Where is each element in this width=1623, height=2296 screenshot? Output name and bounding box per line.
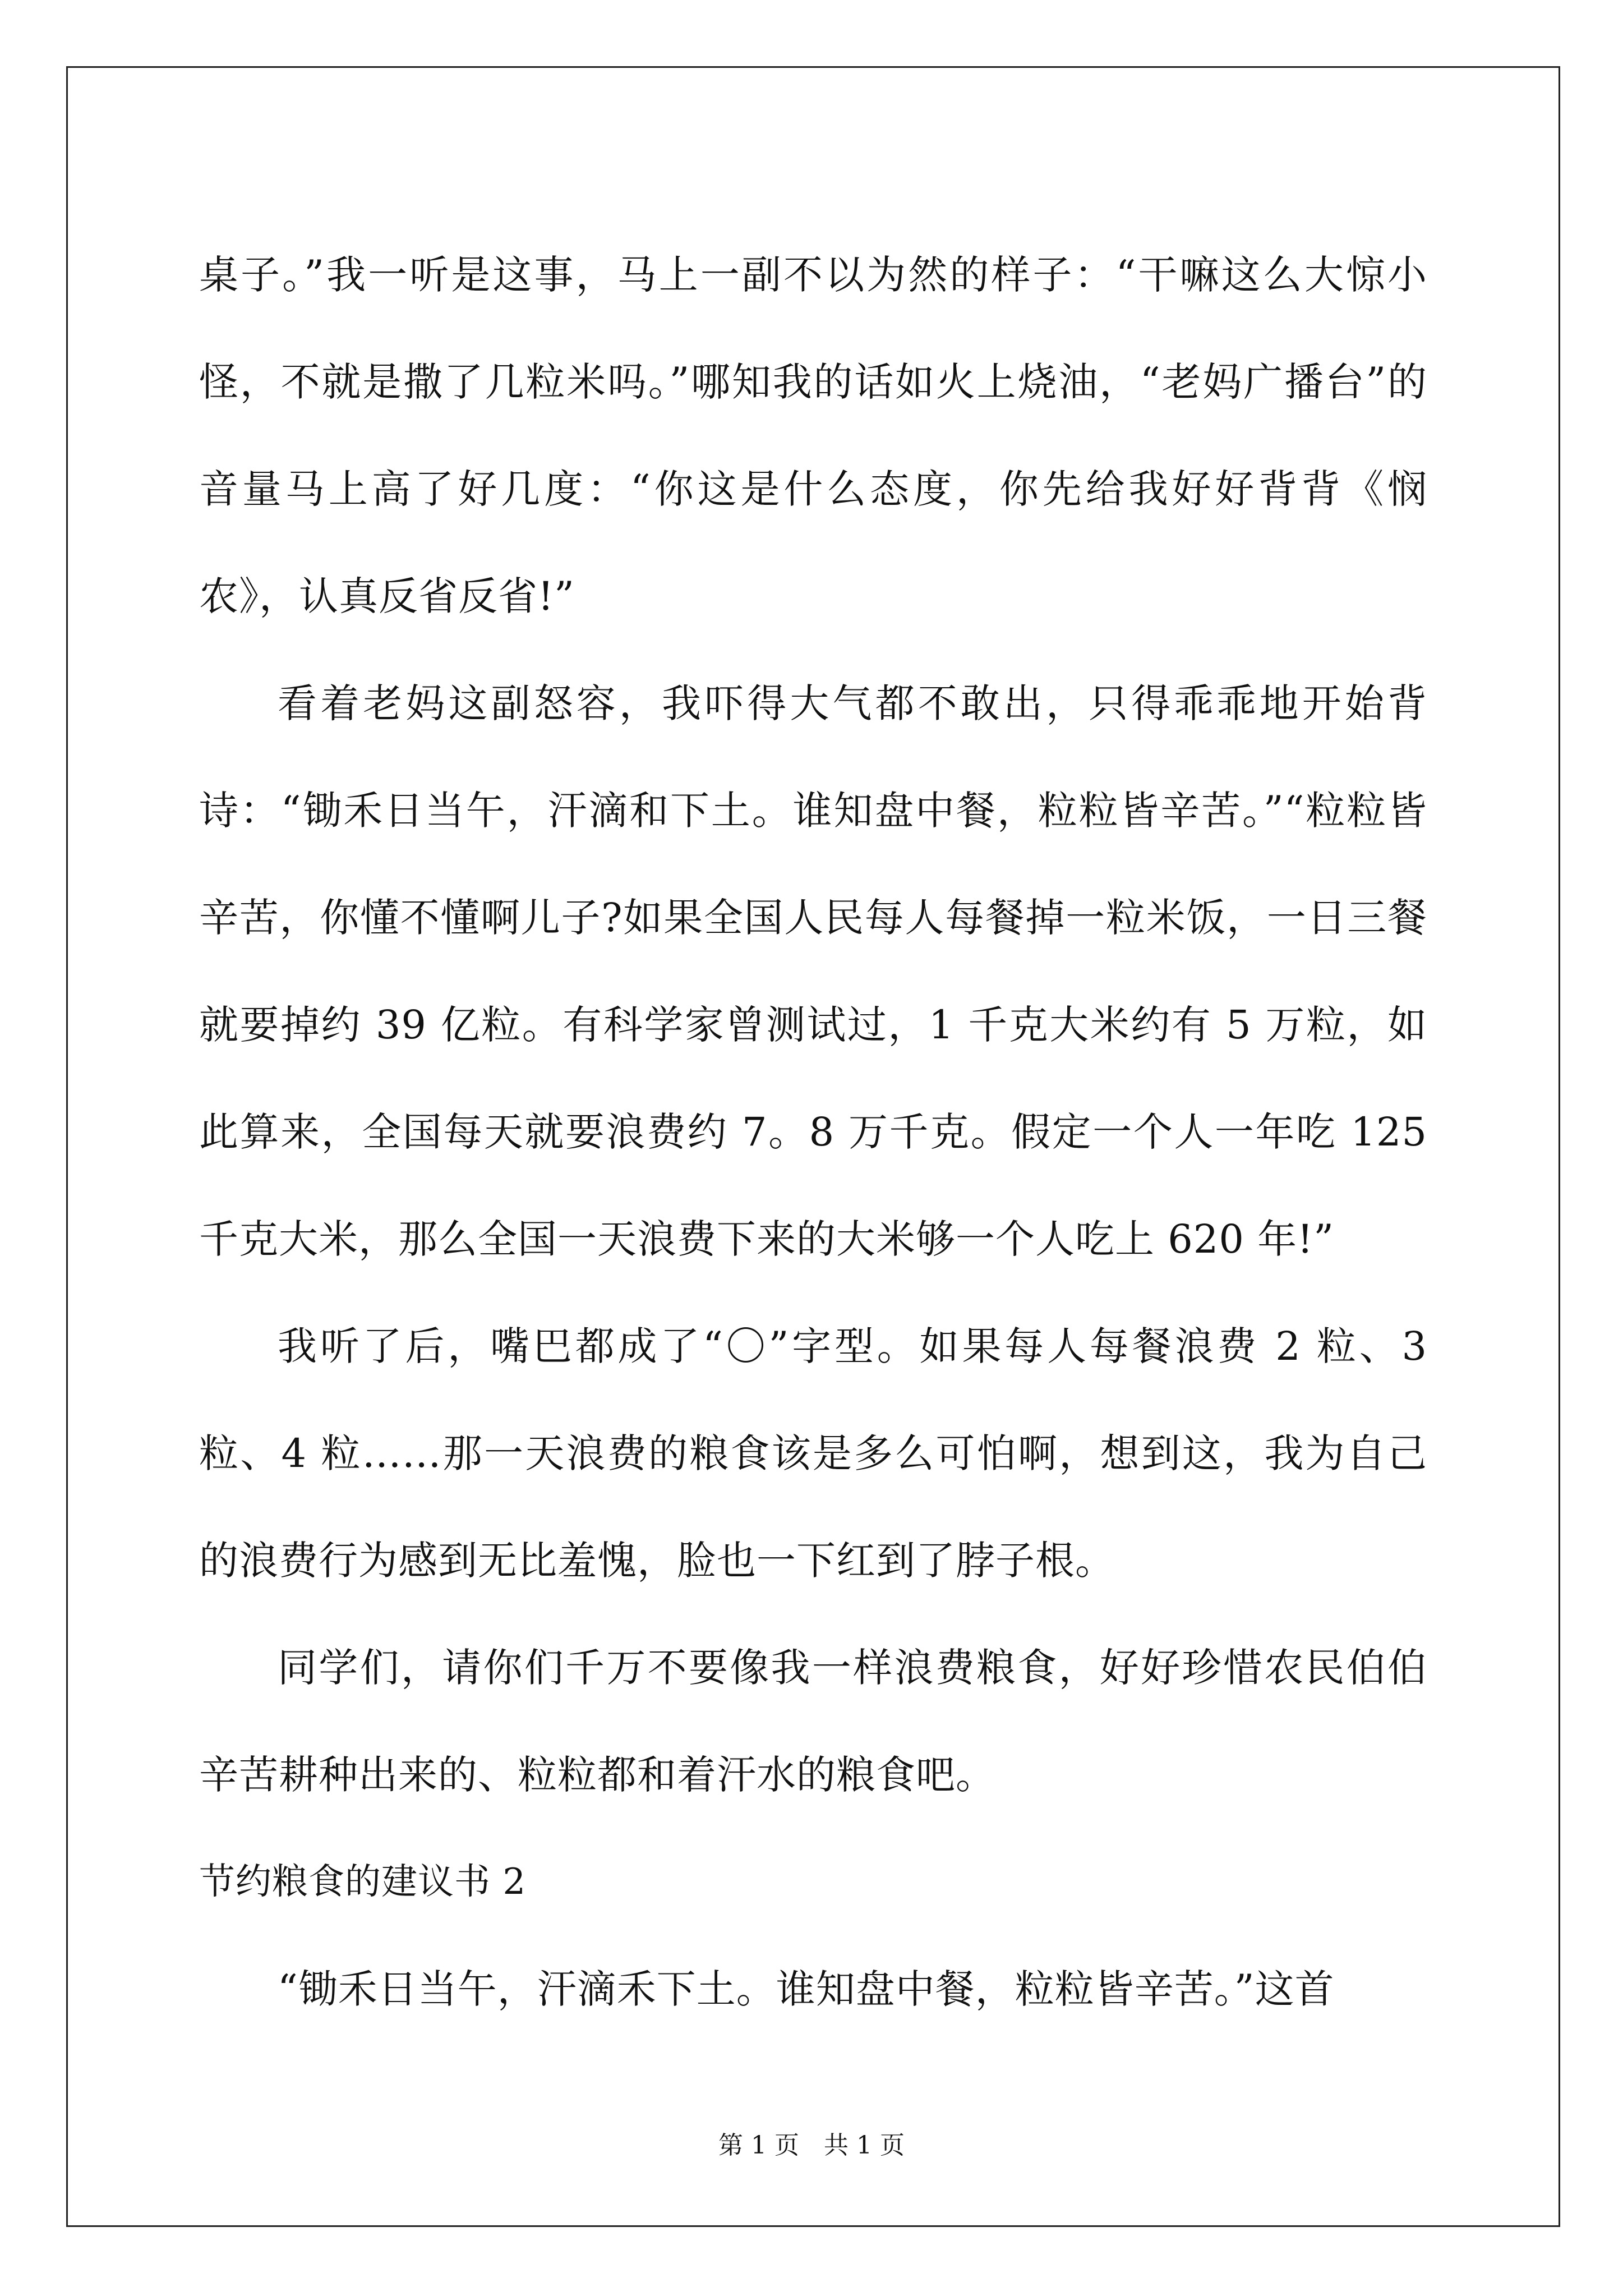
document-body [199,222,1427,2043]
paragraph-1: 桌子。”我一听是这事，马上一副不以为然的样子：“干嘛这么大惊小怪，不就是撒了几粒米吗。”哪知我的话如火上烧油，“老妈广播台”的音量马上高了好几度：“你这是什么态度，你先给我好好背背《悯农》，认真反省反省!” [199,252,1427,619]
paragraph-2: 看着老妈这副怒容，我吓得大气都不敢出，只得乖乖地开始背诗：“锄禾日当午，汗滴和下土。谁知盘中餐，粒粒皆辛苦。”“粒粒皆辛苦，你懂不懂啊儿子?如果全国人民每人每餐掉一粒米饭，一日三餐就要掉约 39 亿粒。有科学家曾测试过，1 千克大米约有 5 万粒，如此算来，全国每天就要浪费约 7。8 万千克。假定一个人一年吃 125 千克大米，那么全国一天浪费下来的大米够一个人吃上 620 年!” [199,680,1427,1262]
page-footer: 第 1 页 共 1 页 [718,2131,905,2160]
section-heading: 节约粮食的建议书 2 [199,1861,527,1903]
paragraph-5: “锄禾日当午，汗滴禾下土。谁知盘中餐，粒粒皆辛苦。”这首 [278,1966,1335,2012]
paragraph-3: 我听了后，嘴巴都成了“〇”字型。如果每人每餐浪费 2 粒、3 粒、4 粒……那一天浪费的粮食该是多么可怕啊，想到这，我为自己的浪费行为感到无比羞愧，脸也一下红到了脖子根。 [199,1323,1427,1584]
paragraph-4: 同学们，请你们千万不要像我一样浪费粮食，好好珍惜农民伯伯辛苦耕种出来的、粒粒都和着汗水的粮食吧。 [199,1645,1427,1798]
